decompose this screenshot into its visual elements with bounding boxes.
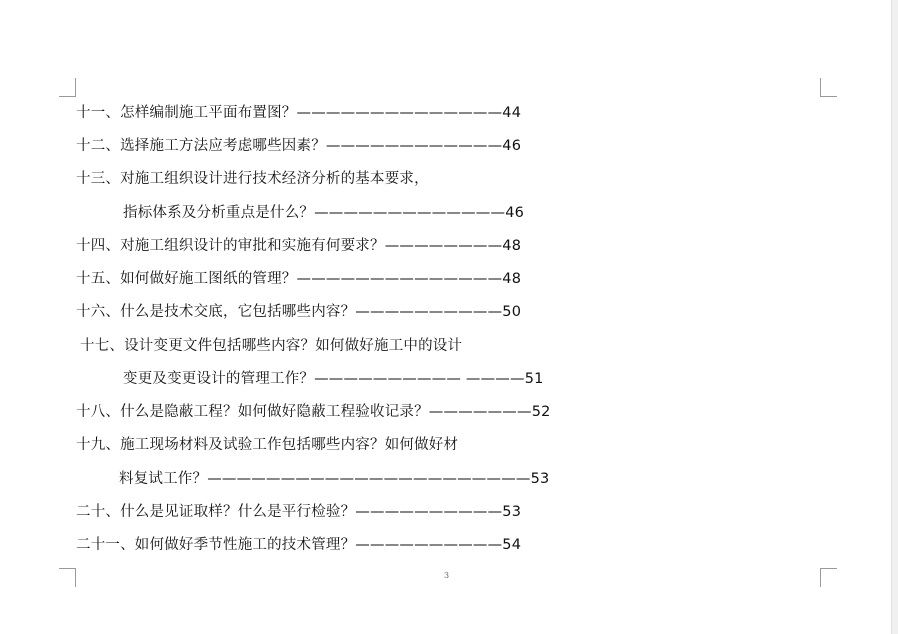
toc-entry: 十八、什么是隐蔽工程？如何做好隐蔽工程验收记录？———————52 (76, 404, 551, 420)
toc-entry: 十九、施工现场材料及试验工作包括哪些内容？如何做好材 (76, 437, 459, 453)
crop-mark-top-left (59, 78, 76, 97)
toc-entry: 十三、对施工组织设计进行技术经济分析的基本要求， (76, 171, 429, 187)
crop-mark-bottom-right (820, 568, 837, 587)
toc-entry: 十七、设计变更文件包括哪些内容？如何做好施工中的设计 (80, 338, 463, 354)
toc-entry: 十二、选择施工方法应考虑哪些因素？————————————46 (76, 138, 522, 154)
toc-entry: 十六、什么是技术交底，它包括哪些内容？——————————50 (76, 304, 522, 320)
toc-entry-continuation: 料复试工作？——————————————————————53 (119, 471, 550, 487)
toc-entry: 十一、怎样编制施工平面布置图？——————————————44 (76, 105, 522, 121)
crop-mark-top-right (820, 78, 837, 97)
window-edge (891, 0, 898, 634)
toc-entry: 十五、如何做好施工图纸的管理？——————————————48 (76, 271, 522, 287)
crop-mark-bottom-left (59, 568, 76, 587)
toc-entry-continuation: 变更及变更设计的管理工作？—————————— ————51 (123, 371, 544, 387)
toc-entry: 十四、对施工组织设计的审批和实施有何要求？————————48 (76, 238, 522, 254)
page-number: 3 (444, 571, 450, 580)
toc-entry-continuation: 指标体系及分析重点是什么？—————————————46 (123, 205, 525, 221)
toc-entry: 二十、什么是见证取样？什么是平行检验？——————————53 (76, 504, 522, 520)
toc-entry: 二十一、如何做好季节性施工的技术管理？——————————54 (76, 537, 522, 553)
